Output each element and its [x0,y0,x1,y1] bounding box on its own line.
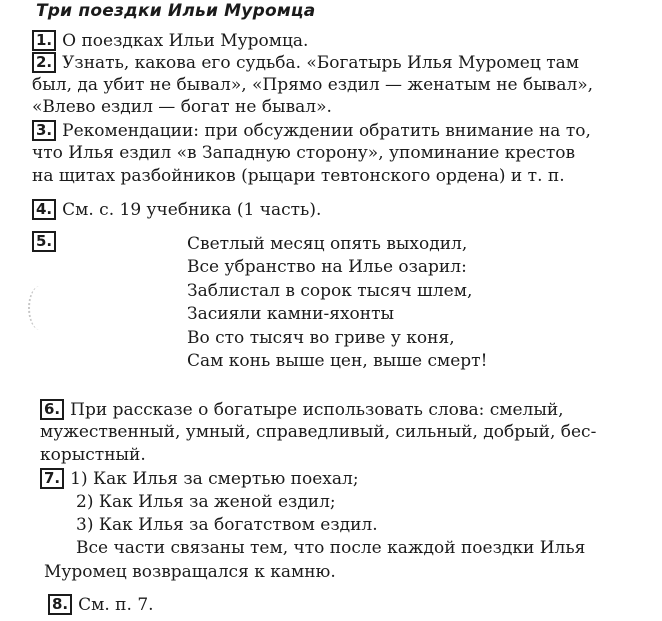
item-2-line-3: «Влево ездил — богат не бывал». [32,97,332,117]
item-number-5: 5. [32,231,56,252]
item-6-line-2: мужественный, умный, справедливый, сильный, добрый, бес- [40,422,597,442]
poem-line: Светлый месяц опять выходил, [187,234,468,254]
item-number-1: 1. [32,30,56,51]
item-6 [40,399,564,420]
item-7-line-2: 2) Как Илья за женой ездил; [76,492,336,512]
item-4 [32,199,321,220]
item-1-text: О поездках Ильи Муромца. [62,31,309,51]
item-8 [48,594,154,615]
item-6-text-line-1: При рассказе о богатыре использовать слова: смелый, [70,400,564,420]
item-7 [40,468,359,489]
item-3-line-3: на щитах разбойников (рыцари тевтонского ордена) и т. п. [32,166,565,186]
item-4-text: См. с. 19 учебника (1 часть). [62,200,322,220]
item-7-line-3: 3) Как Илья за богатством ездил. [76,515,378,535]
item-number-7: 7. [40,468,64,489]
item-2-text-line-1: Узнать, какова его судьба. «Богатырь Илья Муромец там [62,53,579,73]
item-3 [32,120,591,141]
item-3-line-2: что Илья ездил «в Западную сторону», упоминание крестов [32,143,576,163]
item-7-line-5: Муромец возвращался к камню. [44,562,336,582]
item-7-line-4: Все части связаны тем, что после каждой поездки Илья [76,538,586,558]
item-number-3: 3. [32,120,56,141]
item-2-line-2: был, да убит не бывал», «Прямо ездил — женатым не бывал», [32,75,594,95]
item-2 [32,52,579,73]
item-8-text: См. п. 7. [78,595,154,615]
poem-line: Сам конь выше цен, выше смерт! [187,351,488,372]
poem-line: Во сто тысяч во гриве у коня, [187,327,455,348]
item-number-2: 2. [32,52,56,73]
item-1 [32,30,308,51]
poem-line: Засияли камни-яхонты [187,304,395,325]
item-number-4: 4. [32,199,56,220]
scan-smudge [28,286,52,330]
page-title: Три поездки Ильи Муромца [36,1,316,21]
item-5 [32,231,62,252]
item-number-8: 8. [48,594,72,615]
item-7-text-line-1: 1) Как Илья за смертью поехал; [70,469,359,489]
item-number-6: 6. [40,399,64,420]
poem-line: Все убранство на Илье озарил: [187,257,467,278]
item-3-text-line-1: Рекомендации: при обсуждении обратить внимание на то, [62,121,591,141]
poem-line: Заблистал в сорок тысяч шлем, [187,280,473,301]
item-6-line-3: корыстный. [40,445,146,465]
poem [187,233,487,373]
